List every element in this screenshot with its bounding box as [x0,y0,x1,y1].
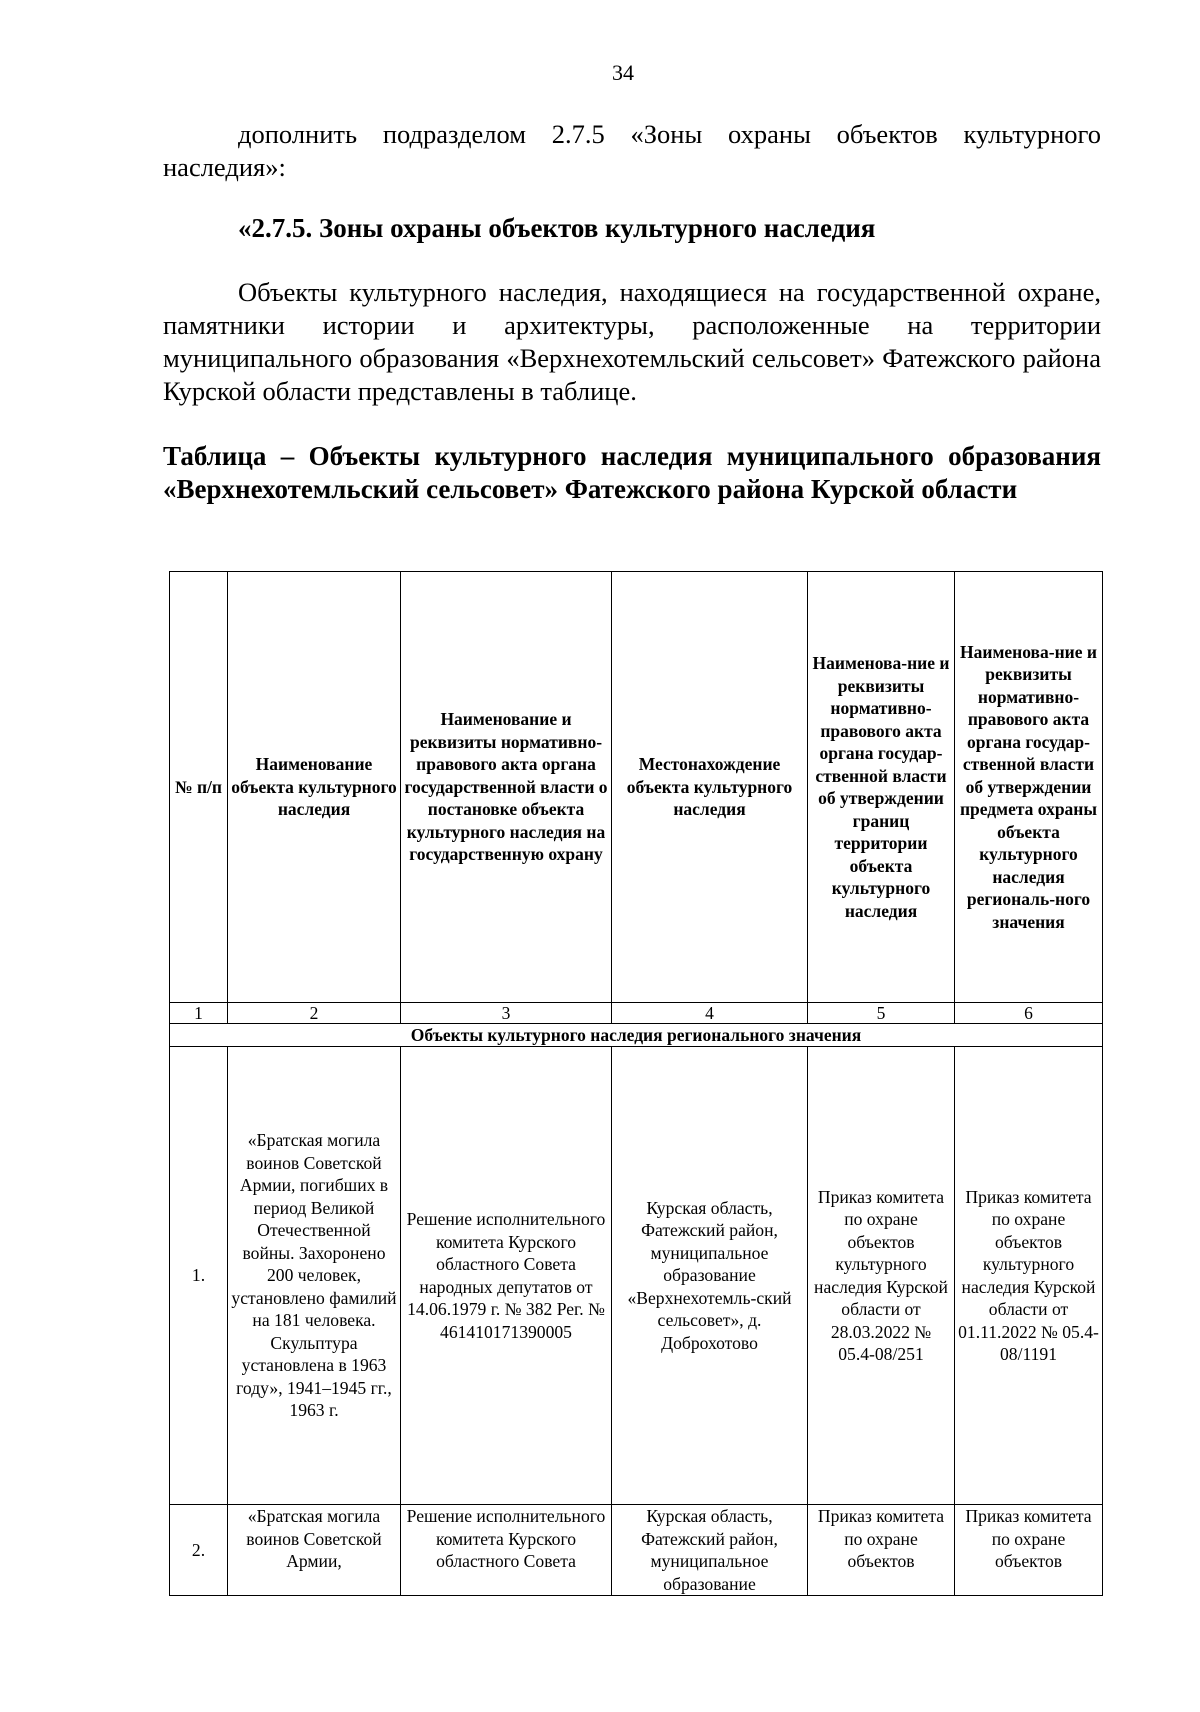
section-heading: Объекты культурного наследия регионального значения [170,1024,1103,1047]
row-location: Курская область, Фатежский район, муниципальное образование «Верхнехотемль-ский сельсовет», д. Доброхотово [612,1047,808,1505]
row-subject-act: Приказ комитета по охране объектов культурного наследия Курской области от 01.11.2022 № 05.4-08/1191 [955,1047,1103,1505]
row-protection-act: Решение исполнительного комитета Курского областного Совета народных депутатов от 14.06.1979 г. № 382 Рег. № 461410171390005 [401,1047,612,1505]
table-title: Таблица – Объекты культурного наследия муниципального образования «Верхнехотемльский сельсовет» Фатежского района Курской области [163,441,1101,504]
column-number: 1 [170,1003,228,1024]
column-number: 4 [612,1003,808,1024]
row-number: 1. [170,1047,228,1505]
column-number: 6 [955,1003,1103,1024]
header-location: Местонахождение объекта культурного наследия [612,572,808,1003]
column-number-row [170,1003,1103,1024]
header-subject-act: Наименова-ние и реквизиты нормативно-правового акта органа государ-ственной власти об утверждении предмета охраны объекта культурного наследия региональ-ного значения [955,572,1103,1003]
section-title: «2.7.5. Зоны охраны объектов культурного наследия [238,213,876,243]
column-number: 2 [228,1003,401,1024]
row-subject-act: Приказ комитета по охране объектов [955,1505,1103,1596]
table-header-row [170,572,1103,1003]
page-number: 34 [612,60,634,85]
header-protection-act: Наименование и реквизиты нормативно-правового акта органа государственной власти о постановке объекта культурного наследия на государственную охрану [401,572,612,1003]
column-number: 3 [401,1003,612,1024]
intro-paragraph: дополнить подразделом 2.7.5 «Зоны охраны объектов культурного наследия»: [163,119,1101,182]
column-number: 5 [808,1003,955,1024]
header-boundaries-act: Наименова-ние и реквизиты нормативно-правового акта органа государ-ственной власти об утверждении границ территории объекта культурного наследия [808,572,955,1003]
description-paragraph: Объекты культурного наследия, находящиеся на государственной охране, памятники истории и архитектуры, расположенные на территории муниципального образования «Верхнехотемльский сельсовет» Фатежского района Курской области представлены в таблице. [163,277,1101,406]
table-row [170,1505,1103,1596]
section-heading-row [170,1024,1103,1047]
row-object-name: «Братская могила воинов Советской Армии, погибших в период Великой Отечественной войны. Захоронено 200 человек, установлено фамилий на 181 человека. Скульптура установлена в 1963 году», 1941–1945 гг., 1963 г. [228,1047,401,1505]
table-row [170,1047,1103,1505]
row-boundaries-act: Приказ комитета по охране объектов культурного наследия Курской области от 28.03.2022 № 05.4-08/251 [808,1047,955,1505]
row-number: 2. [170,1505,228,1596]
row-boundaries-act: Приказ комитета по охране объектов [808,1505,955,1596]
header-num: № п/п [170,572,228,1003]
header-object-name: Наименование объекта культурного наследия [228,572,401,1003]
row-protection-act: Решение исполнительного комитета Курского областного Совета [401,1505,612,1596]
heritage-table [169,571,1103,1596]
row-object-name: «Братская могила воинов Советской Армии, [228,1505,401,1596]
row-location: Курская область, Фатежский район, муниципальное образование [612,1505,808,1596]
